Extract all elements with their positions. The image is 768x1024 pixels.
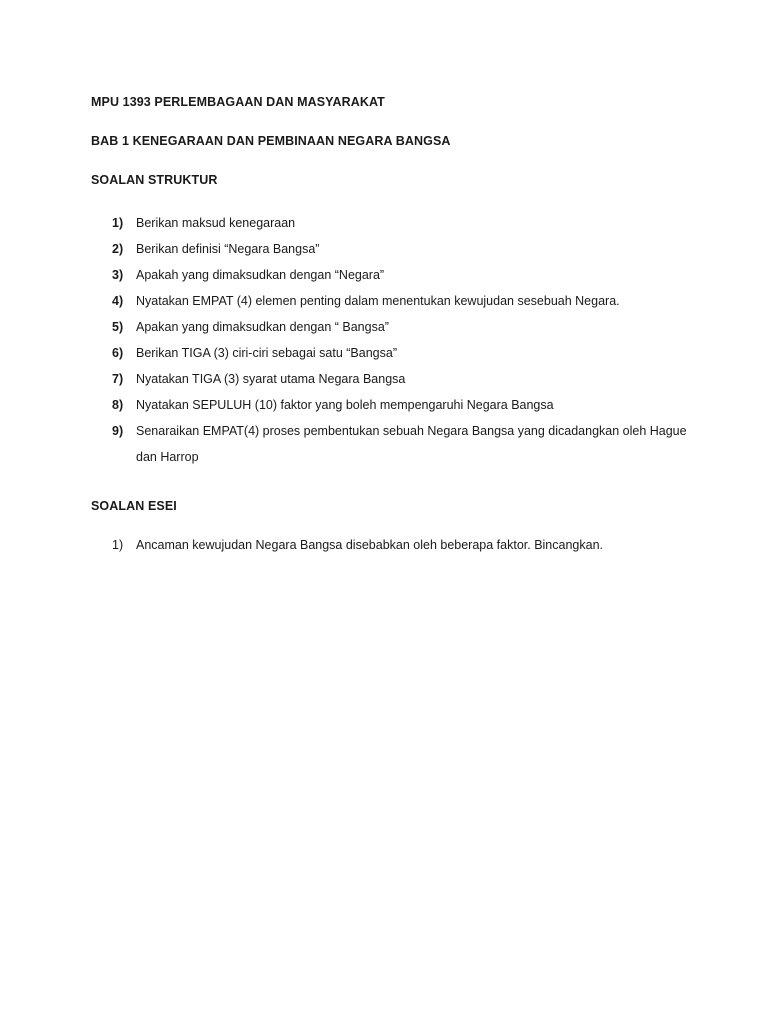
question-text: Apakan yang dimaksudkan dengan “ Bangsa” [136,320,389,334]
list-item [112,236,692,262]
question-number: 2) [112,242,124,256]
question-number: 8) [112,398,124,412]
list-item [112,366,692,392]
structured-questions-list [112,210,692,470]
question-text: Berikan maksud kenegaraan [136,216,296,230]
question-text: Nyatakan TIGA (3) syarat utama Negara Bangsa [136,372,406,386]
question-number: 9) [112,424,124,438]
question-number: 5) [112,320,124,334]
list-item [112,314,692,340]
question-number: 6) [112,346,124,360]
essay-questions-heading: SOALAN ESEI [91,499,177,513]
question-text: Senaraikan EMPAT(4) proses pembentukan sebuah Negara Bangsa yang dicadangkan oleh Hague dan Harrop [136,424,687,464]
list-item [112,392,692,418]
list-item [112,536,692,554]
question-text: Berikan definisi “Negara Bangsa” [136,242,320,256]
list-item [112,288,692,314]
question-number: 1) [112,538,124,552]
list-item [112,210,692,236]
question-number: 3) [112,268,124,282]
question-text: Nyatakan SEPULUH (10) faktor yang boleh mempengaruhi Negara Bangsa [136,398,554,412]
chapter-heading: BAB 1 KENEGARAAN DAN PEMBINAAN NEGARA BANGSA [91,134,451,148]
essay-questions-list [112,536,692,554]
question-text: Nyatakan EMPAT (4) elemen penting dalam menentukan kewujudan sesebuah Negara. [136,294,620,308]
question-number: 1) [112,216,124,230]
question-text: Ancaman kewujudan Negara Bangsa disebabkan oleh beberapa faktor. Bincangkan. [136,538,603,552]
list-item [112,418,692,470]
structured-questions-heading: SOALAN STRUKTUR [91,173,218,187]
question-number: 7) [112,372,124,386]
question-text: Apakah yang dimaksudkan dengan “Negara” [136,268,385,282]
document-title: MPU 1393 PERLEMBAGAAN DAN MASYARAKAT [91,95,385,109]
list-item [112,262,692,288]
question-number: 4) [112,294,124,308]
question-text: Berikan TIGA (3) ciri-ciri sebagai satu “Bangsa” [136,346,397,360]
list-item [112,340,692,366]
